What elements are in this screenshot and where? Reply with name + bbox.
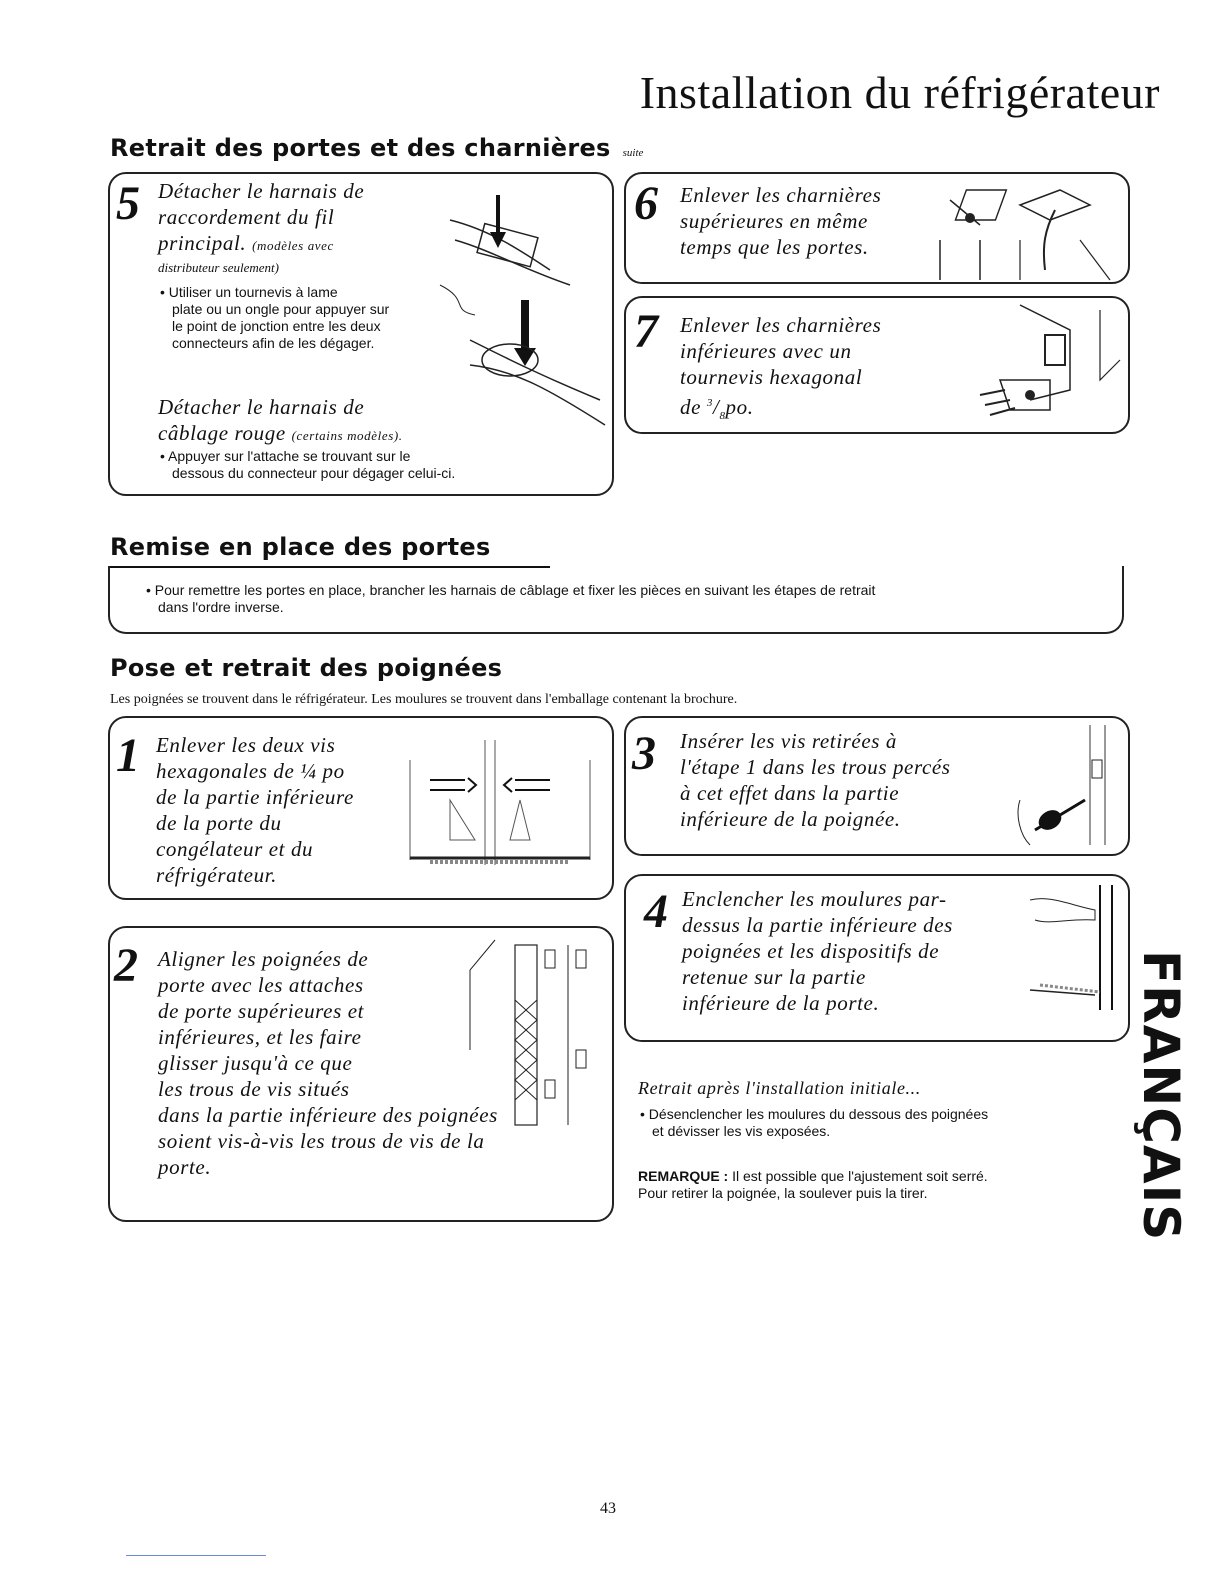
step-5-title-line: principal. — [158, 231, 247, 255]
handles-intro: Les poignées se trouvent dans le réfrigérateur. Les moulures se trouvent dans l'emballage contenant la brochure. — [110, 692, 738, 707]
page-title: Installation du réfrigérateur — [639, 67, 1160, 118]
bullet-line: dans l'ordre inverse. — [158, 599, 284, 615]
bullet-line: connecteurs afin de les dégager. — [172, 335, 375, 351]
handle-alignment-illustration — [460, 940, 600, 1130]
step-5-note: (modèles avec — [252, 238, 334, 253]
trim-snap-illustration — [1020, 880, 1125, 1020]
size-unit: po. — [725, 395, 754, 419]
language-side-label: FRANÇAIS — [1132, 950, 1190, 1242]
step-line: porte. — [158, 1155, 212, 1179]
bullet-text: • Désenclencher les moulures du dessous des poignées — [638, 1106, 988, 1123]
step-line: hexagonales de ¼ po — [156, 759, 345, 783]
handle-step-4-text — [682, 886, 953, 1016]
removal-bullet — [638, 1106, 988, 1140]
size-prefix: de — [680, 395, 702, 419]
step-7-line: Enlever les charnières — [680, 313, 882, 337]
step-line: Enlever les deux vis — [156, 733, 336, 757]
handle-step-4-number: 4 — [644, 885, 668, 938]
section-heading-door-removal — [110, 134, 643, 162]
heading-suite: suite — [622, 147, 644, 159]
step-line: Insérer les vis retirées à — [680, 729, 897, 753]
step-6-text — [680, 182, 881, 260]
replace-bullet — [144, 582, 1104, 616]
step-line: porte avec les attaches — [158, 973, 364, 997]
bullet-text: • Pour remettre les portes en place, brancher les harnais de câblage et fixer les pièces en suivant les étapes de retrait — [144, 582, 1104, 599]
bullet-line: et dévisser les vis exposées. — [652, 1123, 831, 1139]
step-line: dans la partie inférieure des poignées — [158, 1103, 498, 1127]
note-label: REMARQUE : — [638, 1168, 729, 1184]
step-line: inférieure de la porte. — [682, 991, 880, 1015]
step-line: inférieures, et les faire — [158, 1025, 362, 1049]
step-line: l'étape 1 dans les trous percés — [680, 755, 951, 779]
step-5-subtitle — [158, 394, 403, 449]
removal-note — [638, 1168, 988, 1202]
removal-title: Retrait après l'installation initiale... — [638, 1078, 921, 1098]
step-line: poignées et les dispositifs de — [682, 939, 940, 963]
step-line: congélateur et du — [156, 837, 314, 861]
step-line: inférieure de la poignée. — [680, 807, 901, 831]
step-line: les trous de vis situés — [158, 1077, 350, 1101]
handle-step-1-number: 1 — [116, 729, 140, 782]
step-6-number: 6 — [634, 177, 658, 230]
step-5-title-line: raccordement du fil — [158, 205, 335, 229]
step-5-note-2: distributeur seulement) — [158, 260, 279, 275]
step-line: à cet effet dans la partie — [680, 781, 900, 805]
step-5-title — [158, 178, 364, 259]
step-6-line: Enlever les charnières — [680, 183, 882, 207]
size-numerator: 3 — [706, 397, 713, 409]
step-7-line: tournevis hexagonal — [680, 365, 863, 389]
step-line: réfrigérateur. — [156, 863, 277, 887]
step-line: de porte supérieures et — [158, 999, 365, 1023]
step-7-text: Enlever les charnières inférieures avec un tournevis hexagonal de $^3/_8po$. — [680, 313, 882, 423]
handle-step-3-text — [680, 728, 951, 832]
step-line: Enclencher les moulures par- — [682, 887, 947, 911]
step-line: retenue sur la partie — [682, 965, 866, 989]
door-bottom-screws-illustration — [400, 740, 600, 880]
step-6-line: supérieures en même — [680, 209, 868, 233]
bullet-text: • Utiliser un tournevis à lame — [158, 284, 478, 301]
size-denominator: 8 — [719, 410, 726, 423]
bullet-line: le point de jonction entre les deux — [172, 318, 381, 334]
subtitle-note: (certains modèles). — [291, 428, 403, 443]
bullet-text: • Appuyer sur l'attache se trouvant sur le — [158, 448, 455, 465]
handle-step-1-text — [156, 732, 354, 888]
step-line: de la porte du — [156, 811, 282, 835]
step-5-number: 5 — [116, 177, 140, 230]
section-heading-door-replace: Remise en place des portes — [110, 533, 491, 561]
step-line: dessus la partie inférieure des — [682, 913, 953, 937]
step-5-title-line: Détacher le harnais de — [158, 179, 365, 203]
bullet-line: plate ou un ongle pour appuyer sur — [172, 301, 390, 317]
step-line: soient vis-à-vis les trous de vis de la — [158, 1129, 485, 1153]
handle-step-2-text — [158, 946, 498, 1180]
bullet-line: dessous du connecteur pour dégager celui-ci. — [172, 465, 456, 481]
note-text: Il est possible que l'ajustement soit serré. — [732, 1168, 988, 1184]
subtitle-line: câblage rouge — [158, 421, 286, 445]
section-heading-handles: Pose et retrait des poignées — [110, 654, 503, 682]
upper-hinge-illustration — [930, 180, 1120, 280]
step-line: de la partie inférieure — [156, 785, 354, 809]
footer-line — [126, 1555, 266, 1556]
step-7-line: inférieures avec un — [680, 339, 852, 363]
step-7-number: 7 — [634, 305, 658, 358]
handle-step-2-number: 2 — [114, 939, 138, 992]
heading-text: Retrait des portes et des charnières — [110, 134, 611, 162]
page-number: 43 — [600, 1500, 616, 1517]
note-text-2: Pour retirer la poignée, la soulever puis la tirer. — [638, 1185, 928, 1201]
step-line: Aligner les poignées de — [158, 947, 369, 971]
step-6-line: temps que les portes. — [680, 235, 869, 259]
subtitle-line: Détacher le harnais de — [158, 395, 365, 419]
step-line: glisser jusqu'à ce que — [158, 1051, 353, 1075]
step-5-sub-bullet — [158, 448, 455, 482]
lower-hinge-illustration — [960, 300, 1120, 430]
handle-step-3-number: 3 — [632, 727, 656, 780]
harness-connector-illustration — [430, 190, 610, 440]
screw-insertion-illustration — [1010, 720, 1120, 850]
